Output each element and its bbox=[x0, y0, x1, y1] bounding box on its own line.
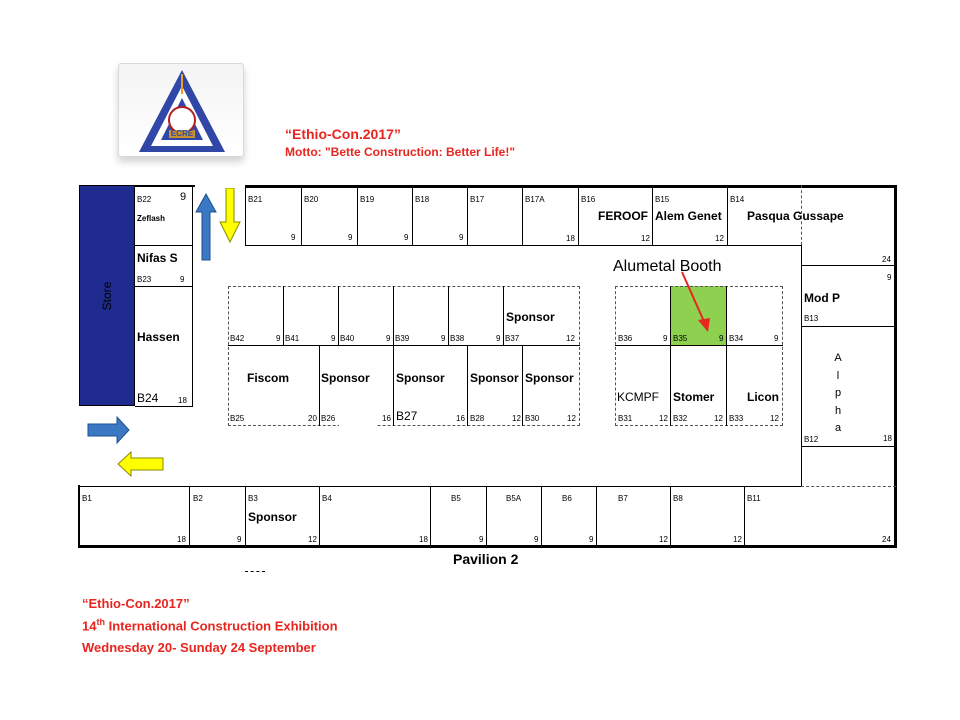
wall bbox=[727, 185, 728, 246]
booth-b31-name: KCMPF bbox=[617, 390, 659, 404]
booth-b28-name: Sponsor bbox=[470, 371, 519, 385]
booth-b13-size: 9 bbox=[887, 273, 892, 282]
booth-b24-size: 18 bbox=[178, 396, 187, 405]
booth-b25-name: Fiscom bbox=[247, 371, 290, 385]
letter: p bbox=[834, 387, 842, 399]
wall bbox=[283, 286, 284, 345]
booth-b27-code: B27 bbox=[396, 409, 418, 423]
booth-b24-code: B24 bbox=[137, 391, 159, 405]
booth-b5-code: B5 bbox=[451, 494, 461, 503]
booth-b30-size: 12 bbox=[567, 414, 576, 423]
wall bbox=[135, 245, 193, 246]
booth-b28-code: B28 bbox=[470, 414, 485, 423]
wall bbox=[189, 486, 190, 546]
booth-b41-size: 9 bbox=[331, 334, 336, 343]
right-arrow-icon bbox=[88, 417, 129, 443]
booth-b3-code: B3 bbox=[248, 494, 258, 503]
booth-b13-code: B13 bbox=[804, 314, 819, 323]
wall bbox=[670, 286, 671, 426]
alumetal-booth-label: Alumetal Booth bbox=[613, 258, 722, 275]
booth-b5-size: 9 bbox=[479, 535, 484, 544]
wall bbox=[578, 185, 579, 246]
booth-b42-code: B42 bbox=[230, 334, 245, 343]
right-outer-wall bbox=[894, 185, 897, 548]
wall bbox=[615, 345, 783, 346]
booth-b14-code: B14 bbox=[730, 195, 745, 204]
booth-b18-code: B18 bbox=[415, 195, 430, 204]
wall bbox=[596, 486, 597, 546]
booth-b21-code: B21 bbox=[248, 195, 263, 204]
wall bbox=[744, 486, 745, 546]
wall bbox=[412, 185, 413, 246]
booth-b33-size: 12 bbox=[770, 414, 779, 423]
central-island-outline bbox=[228, 286, 580, 426]
booth-b35-size: 9 bbox=[719, 334, 724, 343]
wall bbox=[393, 286, 394, 426]
booth-b26-code: B26 bbox=[321, 414, 336, 423]
booth-b22-name: Zeflash bbox=[137, 214, 166, 223]
booth-b32-size: 12 bbox=[714, 414, 723, 423]
booth-b17a-code: B17A bbox=[525, 195, 545, 204]
booth-b11-code: B11 bbox=[747, 494, 761, 503]
booth-b17-code: B17 bbox=[470, 195, 485, 204]
wall bbox=[541, 486, 542, 546]
booth-b18-size: 9 bbox=[459, 233, 464, 242]
booth-b6-code: B6 bbox=[562, 494, 572, 503]
booth-b30-code: B30 bbox=[525, 414, 540, 423]
booth-b23-name: Nifas S bbox=[137, 251, 178, 265]
wall bbox=[522, 345, 523, 426]
letter: l bbox=[836, 369, 840, 382]
booth-b7-code: B7 bbox=[618, 494, 628, 503]
dashed-line bbox=[801, 486, 896, 487]
booth-b25-code: B25 bbox=[230, 414, 245, 423]
booth-b32-code: B32 bbox=[673, 414, 688, 423]
booth-b39-code: B39 bbox=[395, 334, 410, 343]
wall bbox=[319, 345, 320, 426]
wall bbox=[319, 486, 320, 546]
booth-b5a-size: 9 bbox=[534, 535, 539, 544]
wall bbox=[801, 265, 896, 266]
booth-b13-name: Mod P bbox=[804, 291, 840, 305]
letter: a bbox=[834, 422, 842, 434]
wall bbox=[801, 326, 896, 327]
booth-b21-size: 9 bbox=[291, 233, 296, 242]
logo-text: ECRE bbox=[170, 129, 194, 138]
booth-b31-size: 12 bbox=[659, 414, 668, 423]
booth-b5a-code: B5A bbox=[506, 494, 522, 503]
booth-b33-name: Licon bbox=[747, 390, 779, 404]
edition-number: 14 bbox=[82, 618, 97, 634]
booth-b8-code: B8 bbox=[673, 494, 683, 503]
wall bbox=[430, 486, 431, 546]
booth-b23-size: 9 bbox=[180, 275, 185, 284]
booth-b37-name: Sponsor bbox=[506, 310, 555, 324]
pavilion-label: Pavilion 2 bbox=[453, 551, 519, 567]
booth-b25-size: 20 bbox=[308, 414, 317, 423]
wall bbox=[135, 286, 193, 287]
booth-b4-size: 18 bbox=[419, 535, 428, 544]
store-area bbox=[79, 185, 135, 406]
side-arrows bbox=[85, 415, 175, 485]
booth-b12-size: 18 bbox=[883, 434, 892, 443]
booth-b27-name: Sponsor bbox=[396, 371, 445, 385]
bottom-outer-wall bbox=[78, 545, 897, 548]
wall bbox=[245, 185, 246, 246]
wall bbox=[228, 345, 580, 346]
wall bbox=[670, 486, 671, 546]
booth-b6-size: 9 bbox=[589, 535, 594, 544]
booth-b14-size: 24 bbox=[882, 255, 891, 264]
wall bbox=[78, 486, 802, 487]
booth-b22-size: 9 bbox=[180, 191, 187, 203]
booth-b3-name: Sponsor bbox=[248, 510, 297, 524]
booth-b24-name: Hassen bbox=[137, 330, 180, 344]
wall bbox=[801, 446, 896, 447]
booth-b22-code: B22 bbox=[137, 195, 152, 204]
booth-b41-code: B41 bbox=[285, 334, 300, 343]
booth-b17a-size: 18 bbox=[566, 234, 575, 243]
exhibition-title: International Construction Exhibition bbox=[104, 618, 338, 634]
booth-b32-name: Stomer bbox=[673, 390, 715, 404]
left-arrow-icon bbox=[118, 452, 163, 476]
booth-b15-code: B15 bbox=[655, 195, 670, 204]
booth-b11-size: 24 bbox=[882, 535, 891, 544]
footer-event-name: “Ethio-Con.2017” bbox=[82, 596, 190, 611]
wall bbox=[467, 185, 468, 246]
booth-b36-size: 9 bbox=[663, 334, 668, 343]
booth-b38-code: B38 bbox=[450, 334, 465, 343]
booth-b33-code: B33 bbox=[729, 414, 744, 423]
letter: h bbox=[834, 404, 842, 417]
wall bbox=[652, 185, 653, 246]
wall bbox=[78, 485, 80, 547]
booth-b34-code: B34 bbox=[729, 334, 744, 343]
booth-b19-size: 9 bbox=[404, 233, 409, 242]
edition-suffix: th bbox=[96, 617, 105, 627]
up-arrow-icon bbox=[196, 194, 216, 260]
booth-b1-code: B1 bbox=[82, 494, 92, 503]
booth-b37-code: B37 bbox=[505, 334, 520, 343]
booth-b31-code: B31 bbox=[618, 414, 633, 423]
booth-b20-size: 9 bbox=[348, 233, 353, 242]
booth-b40-code: B40 bbox=[340, 334, 355, 343]
booth-b36-code: B36 bbox=[618, 334, 633, 343]
booth-b2-size: 9 bbox=[237, 535, 242, 544]
booth-b16-code: B16 bbox=[581, 195, 596, 204]
wall bbox=[486, 486, 487, 546]
booth-b14-name: Pasqua Gussape bbox=[747, 209, 844, 223]
booth-b40-size: 9 bbox=[386, 334, 391, 343]
booth-b16-size: 12 bbox=[641, 234, 650, 243]
footer-dates: Wednesday 20- Sunday 24 September bbox=[82, 640, 316, 655]
booth-b8-size: 12 bbox=[733, 535, 742, 544]
booth-b35-code: B35 bbox=[673, 334, 688, 343]
wall bbox=[245, 486, 246, 546]
top-outer-wall bbox=[245, 185, 896, 188]
booth-b15-name: Alem Genet bbox=[655, 209, 722, 223]
booth-b26-size: 16 bbox=[382, 414, 391, 423]
booth-b16-name: FEROOF bbox=[598, 209, 648, 223]
booth-b38-size: 9 bbox=[496, 334, 501, 343]
booth-b2-code: B2 bbox=[193, 494, 203, 503]
wall bbox=[338, 286, 339, 345]
booth-b12-code: B12 bbox=[804, 435, 819, 444]
wall bbox=[357, 185, 358, 246]
dash-mark bbox=[245, 571, 265, 572]
wall bbox=[135, 185, 195, 187]
wall bbox=[801, 245, 802, 487]
pointer-arrow-icon bbox=[676, 268, 716, 334]
wall bbox=[503, 286, 504, 345]
header-event-name: “Ethio-Con.2017” bbox=[285, 126, 401, 142]
header-motto: Motto: "Bette Construction: Better Life!" bbox=[285, 145, 516, 159]
wall bbox=[301, 185, 302, 246]
booth-b27-size: 16 bbox=[456, 414, 465, 423]
booth-b23-code: B23 bbox=[137, 275, 152, 284]
store-label: Store bbox=[100, 281, 114, 310]
dashed-line bbox=[801, 185, 802, 245]
entrance-arrows bbox=[190, 188, 250, 268]
wall bbox=[135, 406, 193, 407]
booth-b28-size: 12 bbox=[512, 414, 521, 423]
booth-b20-code: B20 bbox=[304, 195, 319, 204]
booth-b19-code: B19 bbox=[360, 195, 375, 204]
booth-b7-size: 12 bbox=[659, 535, 668, 544]
booth-b12-name bbox=[833, 350, 843, 438]
footer-exhibition-title bbox=[82, 617, 338, 633]
letter: A bbox=[834, 352, 842, 364]
booth-b3-size: 12 bbox=[308, 535, 317, 544]
wall bbox=[467, 345, 468, 426]
booth-b39-size: 9 bbox=[441, 334, 446, 343]
booth-b34-size: 9 bbox=[774, 334, 779, 343]
island-gap bbox=[339, 425, 377, 427]
wall bbox=[522, 185, 523, 246]
booth-b1-size: 18 bbox=[177, 535, 186, 544]
booth-b37-size: 12 bbox=[566, 334, 575, 343]
booth-b30-name: Sponsor bbox=[525, 371, 574, 385]
wall bbox=[726, 286, 727, 426]
booth-b26-name: Sponsor bbox=[321, 371, 370, 385]
booth-b15-size: 12 bbox=[715, 234, 724, 243]
booth-b4-code: B4 bbox=[322, 494, 332, 503]
wall bbox=[448, 286, 449, 345]
wall bbox=[245, 245, 801, 246]
booth-b42-size: 9 bbox=[276, 334, 281, 343]
down-arrow-icon bbox=[220, 188, 240, 242]
